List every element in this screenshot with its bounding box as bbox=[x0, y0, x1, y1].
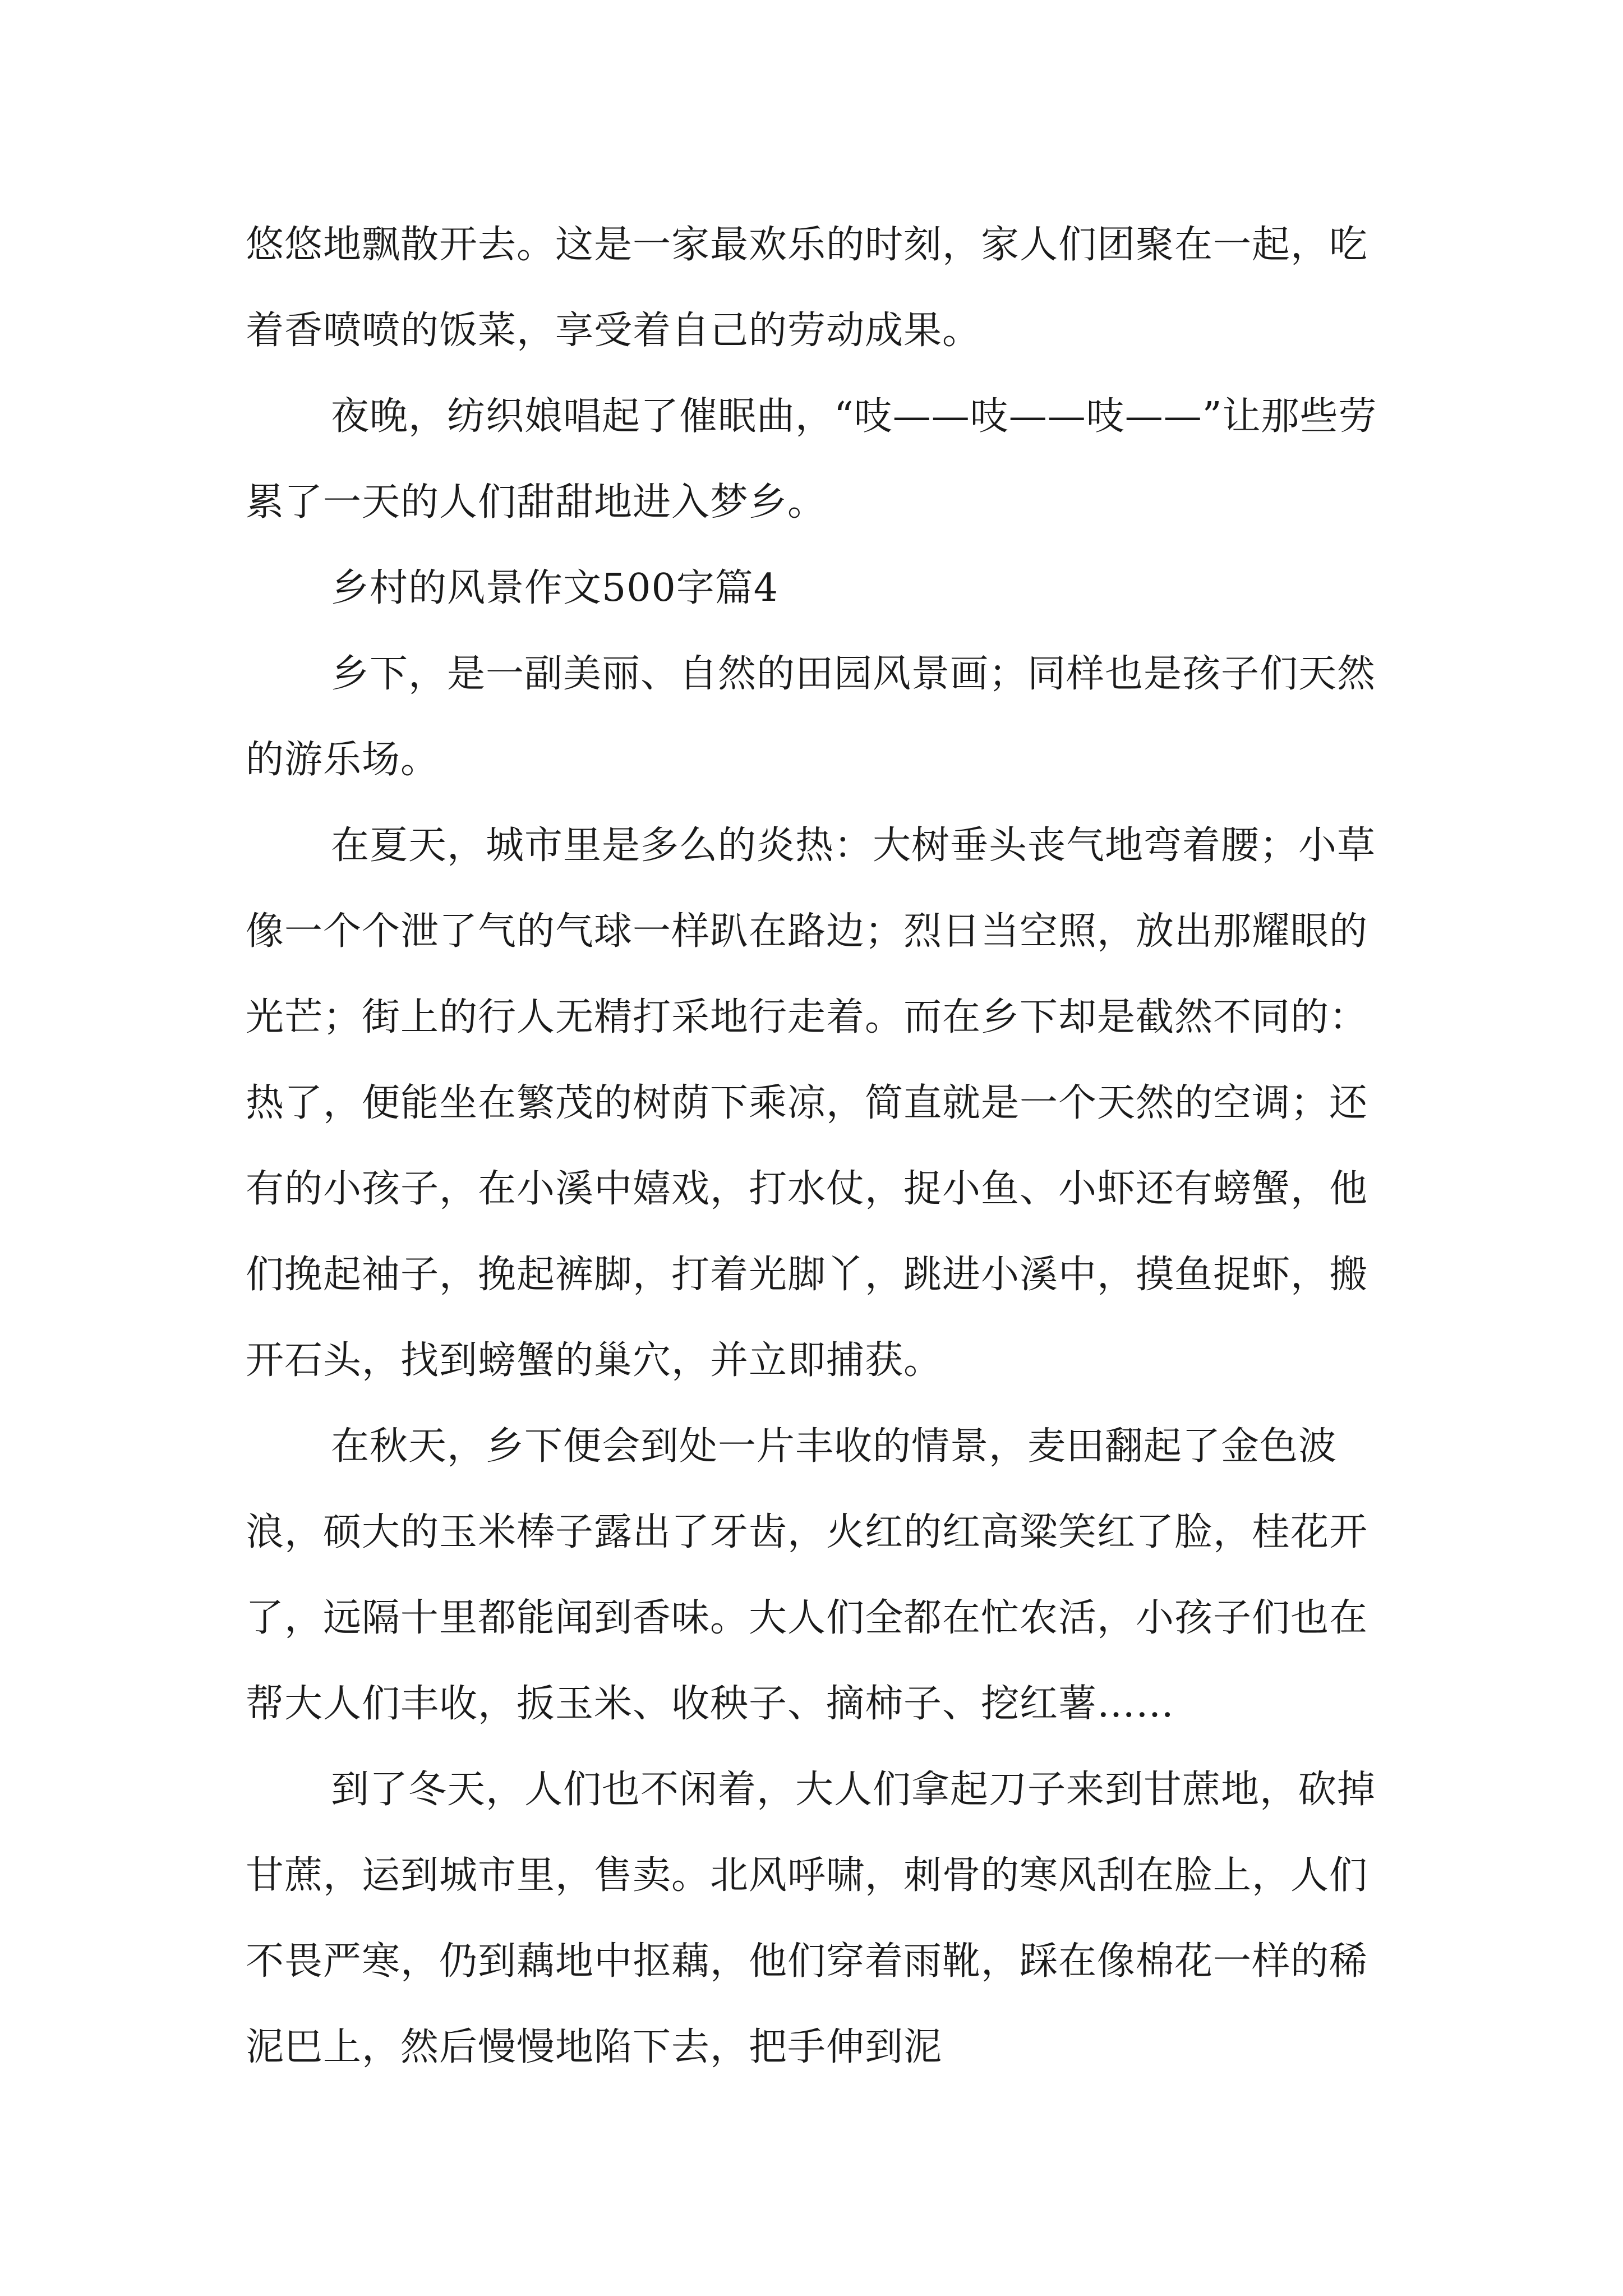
paragraph-2: 夜晚，纺织娘唱起了催眠曲，“吱——吱——吱——”让那些劳累了一天的人们甜甜地进入梦乡。 bbox=[246, 394, 1377, 524]
paragraph-1: 悠悠地飘散开去。这是一家最欢乐的时刻，家人们团聚在一起，吃着香喷喷的饭菜，享受着自己的劳动成果。 bbox=[246, 223, 1368, 353]
section-title: 乡村的风景作文500字篇4 bbox=[331, 566, 779, 610]
document-body bbox=[246, 202, 1390, 2090]
paragraph-6: 到了冬天，人们也不闲着，大人们拿起刀子来到甘蔗地，砍掉甘蔗，运到城市里，售卖。北风呼啸，刺骨的寒风刮在脸上，人们不畏严寒，仍到藕地中抠藕，他们穿着雨靴，踩在像棉花一样的稀泥巴上，然后慢慢地陷下去，把手伸到泥 bbox=[246, 1768, 1376, 2069]
paragraph-4: 在夏天，城市里是多么的炎热：大树垂头丧气地弯着腰；小草像一个个泄了气的气球一样趴在路边；烈日当空照，放出那耀眼的光芒；街上的行人无精打采地行走着。而在乡下却是截然不同的：热了，便能坐在繁茂的树荫下乘凉，简直就是一个天然的空调；还有的小孩子，在小溪中嬉戏，打水仗，捉小鱼、小虾还有螃蟹，他们挽起袖子，挽起裤脚，打着光脚丫，跳进小溪中，摸鱼捉虾，搬开石头，找到螃蟹的巢穴，并立即捕获。 bbox=[246, 823, 1376, 1383]
paragraph-5: 在秋天，乡下便会到处一片丰收的情景，麦田翻起了金色波浪，硕大的玉米棒子露出了牙齿，火红的红高粱笑红了脸，桂花开了，远隔十里都能闻到香味。大人们全都在忙农活，小孩子们也在帮大人们丰收，扳玉米、收秧子、摘柿子、挖红薯…… bbox=[246, 1424, 1368, 1726]
paragraph-3: 乡下，是一副美丽、自然的田园风景画；同样也是孩子们天然的游乐场。 bbox=[246, 652, 1376, 782]
